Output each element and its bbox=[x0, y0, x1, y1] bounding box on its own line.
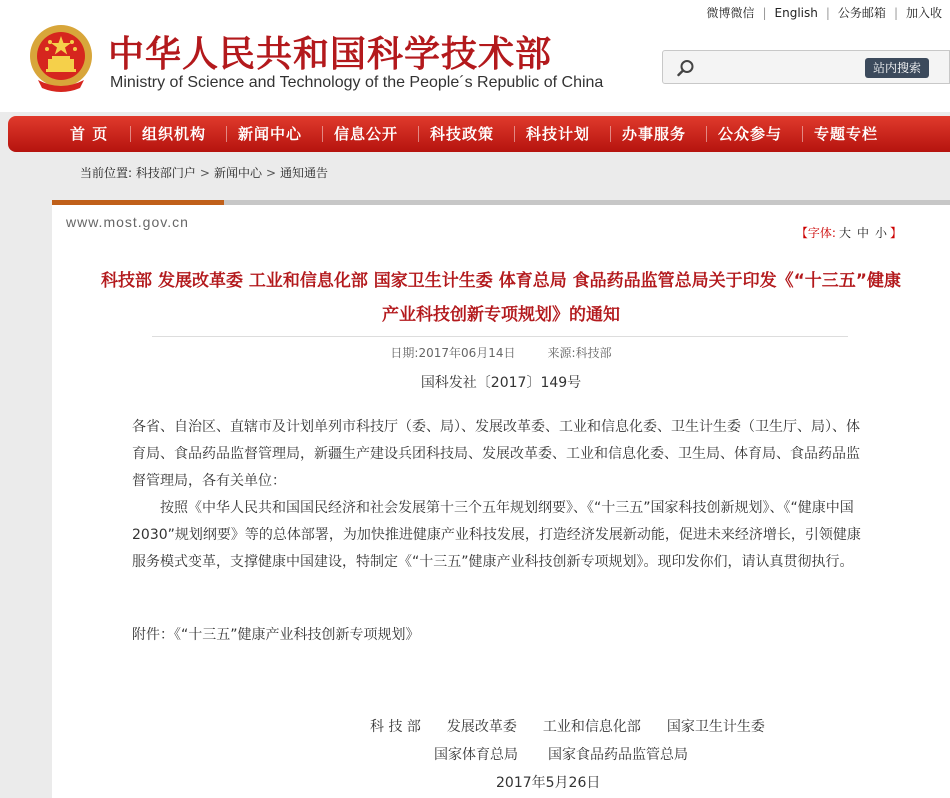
breadcrumb-item-news-center[interactable]: 新闻中心 bbox=[213, 166, 262, 180]
nav-item-information-disclosure[interactable]: 信息公开 bbox=[334, 125, 399, 143]
font-size-small[interactable]: 小 bbox=[874, 226, 887, 240]
article-date: 日期:2017年06月14日 bbox=[390, 346, 516, 360]
top-link-separator: | bbox=[825, 6, 830, 20]
font-size-switch bbox=[796, 224, 902, 241]
breadcrumb bbox=[80, 164, 328, 181]
nav-divider bbox=[802, 126, 803, 142]
search-box bbox=[662, 50, 950, 84]
signature-date: 2017年5月26日 bbox=[496, 775, 601, 791]
font-size-close: 】 bbox=[889, 226, 902, 240]
salutation-paragraph: 各省、自治区、直辖市及计划单列市科技厅（委、局）、发展改革委、工业和信息化委、卫生计生委（卫生厅、局）、体育局、食品药品监督管理局，新疆生产建设兵团科技局、发展改革委、工业和信息化委、卫生局、体育局、食品药品监督管理局，各有关单位： bbox=[132, 419, 860, 489]
site-header bbox=[0, 0, 950, 112]
document-number: 国科发社〔2017〕149号 bbox=[420, 375, 582, 391]
signatory: 国家体育总局 bbox=[434, 747, 518, 763]
signatories-line2 bbox=[434, 744, 688, 764]
nav-divider bbox=[610, 126, 611, 142]
main-nav bbox=[8, 116, 950, 152]
nav-divider bbox=[226, 126, 227, 142]
breadcrumb-item-notices[interactable]: 通知通告 bbox=[280, 166, 329, 180]
attachment-link[interactable]: 附件：《“十三五”健康产业科技创新专项规划》 bbox=[132, 627, 420, 643]
font-size-medium[interactable]: 中 bbox=[856, 226, 869, 240]
signatory: 国家卫生计生委 bbox=[666, 719, 765, 735]
nav-item-special-topics[interactable]: 专题专栏 bbox=[814, 125, 879, 143]
title-divider bbox=[152, 336, 848, 337]
top-link-separator: | bbox=[762, 6, 767, 20]
nav-item-news-center[interactable]: 新闻中心 bbox=[238, 125, 303, 143]
breadcrumb-separator: > bbox=[265, 166, 277, 180]
nav-item-programs[interactable]: 科技计划 bbox=[526, 125, 591, 143]
add-favorites-link[interactable]: 加入收 bbox=[905, 6, 942, 20]
font-size-large[interactable]: 大 bbox=[838, 226, 851, 240]
article-source: 来源:科技部 bbox=[547, 346, 612, 360]
breadcrumb-bar bbox=[52, 154, 950, 188]
nav-divider bbox=[418, 126, 419, 142]
top-link-separator: | bbox=[893, 6, 898, 20]
nav-item-services[interactable]: 办事服务 bbox=[622, 125, 687, 143]
search-input[interactable] bbox=[701, 57, 851, 77]
signatory: 科 技 部 bbox=[370, 719, 421, 735]
article-meta bbox=[52, 344, 950, 361]
nav-item-public-participation[interactable]: 公众参与 bbox=[718, 125, 783, 143]
site-title-english: Ministry of Science and Technology of the People´s Republic of China bbox=[110, 74, 604, 91]
top-links bbox=[698, 4, 950, 21]
breadcrumb-item-portal[interactable]: 科技部门户 bbox=[135, 166, 196, 180]
article-body bbox=[132, 414, 862, 576]
article-content bbox=[52, 200, 950, 798]
nav-item-home[interactable]: 首 页 bbox=[70, 125, 109, 143]
weibo-wechat-link[interactable]: 微博微信 bbox=[706, 6, 755, 20]
article-title bbox=[52, 264, 950, 332]
breadcrumb-separator: > bbox=[199, 166, 210, 180]
content-top-rule-accent bbox=[52, 200, 224, 205]
signatory: 国家食品药品监管总局 bbox=[548, 747, 688, 763]
nav-item-policy[interactable]: 科技政策 bbox=[430, 125, 495, 143]
signatory: 工业和信息化部 bbox=[542, 719, 641, 735]
search-icon bbox=[677, 59, 695, 77]
nav-divider bbox=[322, 126, 323, 142]
signatories-line1 bbox=[370, 716, 765, 736]
english-link[interactable]: English bbox=[774, 6, 818, 20]
main-paragraph: 按照《中华人民共和国国民经济和社会发展第十三个五年规划纲要》、《“十三五”国家科技创新规划》、《“健康中国2030”规划纲要》等的总体部署，为加快推进健康产业科技发展，打造经济发展新动能，促进未来经济增长，引领健康服务模式变革，支撑健康中国建设，特制定《“十三五”健康产业科技创新专项规划》。现印发你们，请认真贯彻执行。 bbox=[132, 500, 861, 570]
nav-divider bbox=[130, 126, 131, 142]
nav-divider bbox=[514, 126, 515, 142]
site-title-chinese: 中华人民共和国科学技术部 bbox=[108, 34, 553, 75]
article-title-line1: 科技部 发展改革委 工业和信息化部 国家卫生计生委 体育总局 食品药品监管总局关于印发《“十三五”健康 bbox=[101, 271, 901, 291]
font-size-label: 【字体: bbox=[795, 226, 836, 240]
page-gutter bbox=[0, 154, 52, 798]
nav-divider bbox=[706, 126, 707, 142]
signatory: 发展改革委 bbox=[446, 719, 517, 735]
breadcrumb-label: 当前位置: bbox=[80, 166, 133, 180]
nav-item-organization[interactable]: 组织机构 bbox=[142, 125, 207, 143]
site-search-button[interactable]: 站内搜索 bbox=[865, 58, 929, 78]
national-emblem-icon bbox=[28, 22, 94, 94]
official-mail-link[interactable]: 公务邮箱 bbox=[837, 6, 886, 20]
site-url: www.most.gov.cn bbox=[66, 214, 189, 230]
article-title-line2: 产业科技创新专项规划》的通知 bbox=[382, 305, 620, 325]
